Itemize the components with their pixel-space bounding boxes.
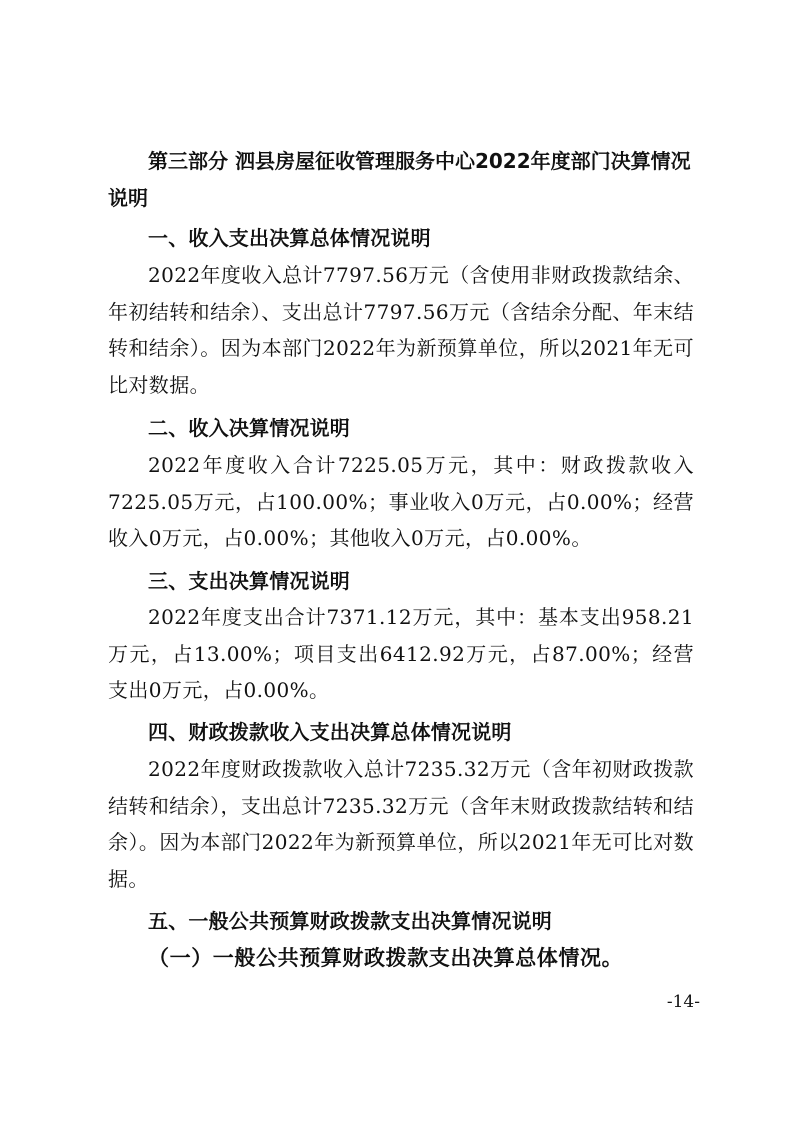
section-4-paragraph: 2022年度财政拨款收入总计7235.32万元（含年初财政拨款结转和结余），支出总计7235.32万元（含年末财政拨款结转和结余）。因为本部门2022年为新预算单位，所以2021年无可比对数据。 — [108, 757, 695, 891]
section-3-paragraph: 2022年度支出合计7371.12万元，其中：基本支出958.21万元，占13.00%；项目支出6412.92万元，占87.00%；经营支出0万元，占0.00%。 — [108, 605, 694, 702]
document-title: 第三部分 泗县房屋征收管理服务中心2022年度部门决算情况说明 — [108, 149, 691, 210]
section-2-paragraph: 2022年度收入合计7225.05万元，其中：财政拨款收入7225.05万元，占100.00%；事业收入0万元，占0.00%；经营收入0万元，占0.00%；其他收入0万元，占0.00%。 — [108, 453, 694, 550]
section-3-heading: 三、支出决算情况说明 — [148, 569, 350, 593]
section-4-heading: 四、财政拨款收入支出决算总体情况说明 — [148, 720, 512, 744]
section-2-heading: 二、收入决算情况说明 — [148, 416, 350, 440]
section-1-paragraph: 2022年度收入总计7797.56万元（含使用非财政拨款结余、年初结转和结余）、支出总计7797.56万元（含结余分配、年末结转和结余）。因为本部门2022年为新预算单位，所以2021年无可比对数据。 — [108, 263, 695, 397]
page-number: -14- — [666, 992, 700, 1012]
section-1-heading: 一、收入支出决算总体情况说明 — [148, 226, 431, 250]
section-5-heading: 五、一般公共预算财政拨款支出决算情况说明 — [148, 909, 552, 933]
section-5-subheading: （一）一般公共预算财政拨款支出决算总体情况。 — [148, 946, 624, 970]
